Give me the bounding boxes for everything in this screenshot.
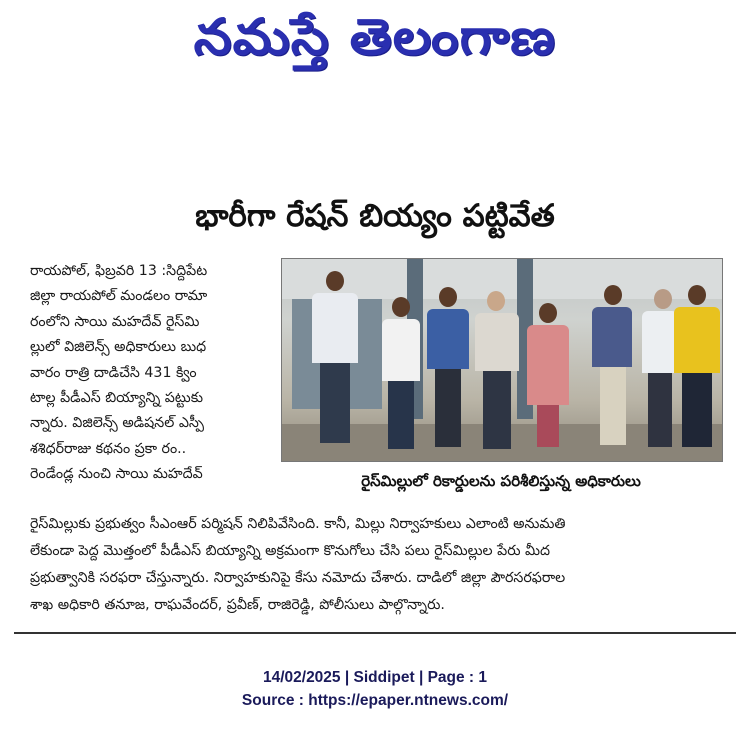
source-link[interactable]: Source : https://epaper.ntnews.com/ (241, 692, 509, 709)
body-line: ల్లులో విజిలెన్స్ అధికారులు బుధ (30, 339, 207, 356)
edition-info: 14/02/2025 | Siddipet | Page : 1 (262, 669, 488, 686)
photo-caption: రైస్‌మిల్లులో రికార్డులను పరిశీలిస్తున్న అధికారులు (361, 472, 641, 490)
body-line: రైస్‌మిల్లుకు ప్రభుత్వం సీఎంఆర్ పర్మిషన్ నిలిపివేసింది. కానీ, మిల్లు నిర్వాహకులు ఎలాంటి అనుమతి (30, 516, 566, 532)
article-body-column (30, 259, 272, 488)
article-headline: భారీగా రేషన్ బియ్యం పట్టివేత (195, 198, 555, 234)
divider (14, 632, 736, 634)
article-photo (281, 258, 723, 462)
masthead (0, 0, 750, 80)
article-body-full (30, 511, 720, 619)
body-line: టాల్ల పీడీఎస్ బియ్యాన్ని పట్టుకు (30, 390, 204, 407)
newspaper-logo: నమస్తే తెలంగాణ (193, 7, 557, 66)
body-line: వారం రాత్రి దాడిచేసి 431 క్విం (30, 364, 197, 381)
body-line: రెండేండ్ల నుంచి సాయి మహదేవ్ (30, 466, 203, 483)
body-line: రాయపోల్, ఫిబ్రవరి 13 :సిద్దిపేట (30, 263, 208, 279)
body-line: ప్రభుత్వానికి సరఫరా చేస్తున్నారు. నిర్వాహకునిపై కేసు నమోదు చేశారు. దాడిలో జిల్లా పౌరసరఫరాల (30, 570, 566, 586)
body-line: న్నారు. విజిలెన్స్ అడిషనల్ ఎస్పీ (30, 415, 205, 432)
body-line: లేకుండా పెద్ద మొత్తంలో పీడీఎస్ బియ్యాన్ని అక్రమంగా కొనుగోలు చేసి పలు రైస్‌మిల్లుల పేరు మీద (30, 543, 551, 559)
body-line: శాఖ అధికారి తనూజ, రాఘవేందర్, ప్రవీణ్, రాజిరెడ్డి, పోలీసులు పాల్గొన్నారు. (30, 597, 445, 613)
body-line: రంలోని సాయి మహదేవ్ రైస్‌మి (30, 313, 200, 330)
body-line: శశిధర్‌రాజు కథనం ప్రకా రం.. (30, 440, 187, 457)
body-line: జిల్లా రాయపోల్ మండలం రామా (30, 288, 208, 305)
